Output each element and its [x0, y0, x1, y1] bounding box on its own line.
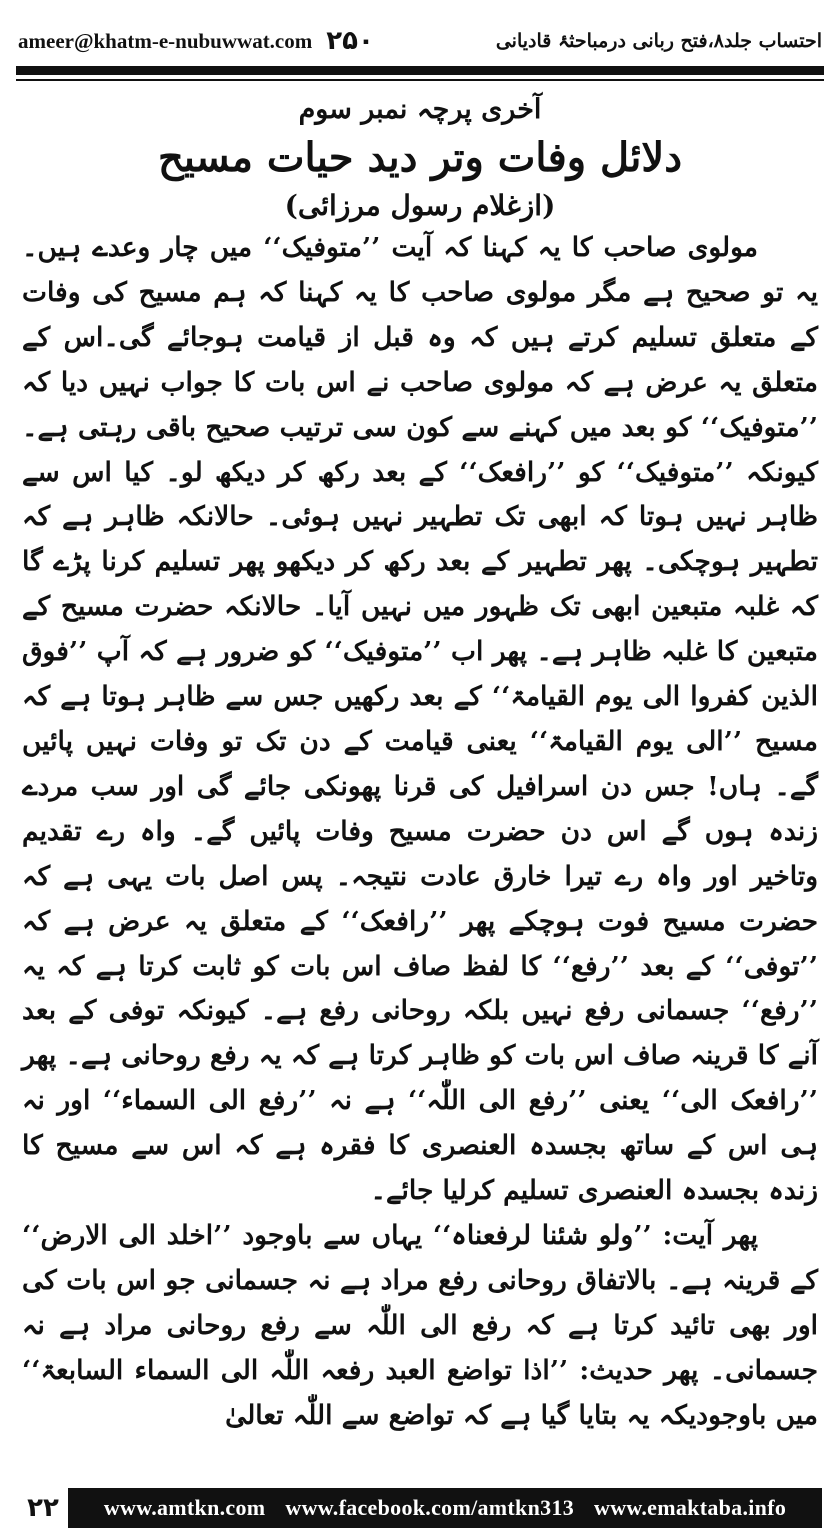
footer-link-emaktaba[interactable]: www.emaktaba.info	[594, 1495, 787, 1520]
footer-link-amtkn[interactable]: www.amtkn.com	[103, 1495, 266, 1520]
header-book-title: احتساب جلد۸،فتح ربانی درمباحثۂ قادیانی	[495, 30, 822, 52]
body-text	[22, 226, 818, 1438]
header-left	[18, 26, 374, 56]
page-footer	[18, 1488, 822, 1528]
header-rule-thin	[16, 79, 824, 81]
footer-page-number: ۲۲	[18, 1488, 68, 1528]
header-rule-thick	[16, 66, 824, 75]
paragraph-1: مولوی صاحب کا یہ کہنا کہ آیت ’’متوفیک‘‘ میں چار وعدے ہیں۔ یہ تو صحیح ہے مگر مولوی صاحب کا یہ کہنا کہ ہم مسیح کی وفات کے متعلق تسلیم کرتے ہیں کہ وہ قبل از قیامت ہوجائے گی۔اس کے متعلق یہ عرض ہے کہ مولوی صاحب نے اس بات کا جواب نہیں دیا کہ ’’متوفیک‘‘ کو بعد میں کہنے سے کون سی ترتیب صحیح باقی رہتی ہے۔ کیونکہ ’’متوفیک‘‘ کو ’’رافعک‘‘ کے بعد رکھ کر دیکھ لو۔ کیا اس سے ظاہر نہیں ہوتا کہ ابھی تک تطہیر نہیں ہوئی۔ حالانکہ ظاہر ہے کہ تطہیر ہوچکی۔ پھر تطہیر کے بعد رکھ کر دیکھو پھر تسلیم کرنا پڑے گا کہ غلبہ متبعین ابھی تک ظہور میں نہیں آیا۔ حالانکہ حضرت مسیح کے متبعین کا غلبہ ظاہر ہے۔ پھر اب ’’متوفیک‘‘ کو ضرور ہے کہ آپ ’’فوق الذین کفروا الی یوم القیامۃ‘‘ کے بعد رکھیں جس سے ظاہر ہوتا ہے کہ مسیح ’’الی یوم القیامۃ‘‘ یعنی قیامت کے دن تک تو وفات نہیں پائیں گے۔ ہاں! جس دن اسرافیل کی قرنا پھونکی جائے گی اور سب مردے زندہ ہوں گے اس دن حضرت مسیح وفات پائیں گے۔ واہ رے تقدیم وتاخیر اور واہ رے تیرا خارق عادت نتیجہ۔ پس اصل بات یہی ہے کہ حضرت مسیح فوت ہوچکے پھر ’’رافعک‘‘ کے متعلق یہ عرض ہے کہ ’’توفی‘‘ کے بعد ’’رفع‘‘ کا لفظ صاف اس بات کو ثابت کرتا ہے کہ یہ ’’رفع‘‘ جسمانی رفع نہیں بلکہ روحانی رفع ہے۔ کیونکہ توفی کے بعد آنے کا قرینہ صاف اس بات کو ظاہر کرتا ہے کہ یہ رفع روحانی ہے۔ پھر ’’رافعک الی‘‘ یعنی ’’رفع الی اللّٰہ‘‘ ہے نہ ’’رفع الی السماء‘‘ اور نہ ہی اس کے ساتھ بجسدہ العنصری کا فقرہ ہے کہ اس سے مسیح کا زندہ بجسدہ العنصری تسلیم کرلیا جائے۔	[22, 232, 818, 1207]
footer-links-bar	[68, 1488, 822, 1528]
header-page-number: ۲۵۰	[326, 26, 374, 56]
footer-link-facebook[interactable]: www.facebook.com/amtkn313	[285, 1495, 575, 1520]
author-line: (ازغلام رسول مرزائی)	[284, 189, 556, 222]
paragraph-2: پھر آیت: ’’ولو شئنا لرفعناہ‘‘ یہاں سے باوجود ’’اخلد الی الارض‘‘ کے قرینہ ہے۔ بالاتفاق روحانی رفع مراد ہے نہ جسمانی جو اس بات کی اور بھی تائید کرتا ہے کہ رفع الی اللّٰہ سے رفع روحانی مراد ہے نہ جسمانی۔ پھر حدیث: ’’اذا تواضع العبد رفعہ اللّٰہ الی السماء السابعۃ‘‘ میں باوجودیکہ یہ بتایا گیا ہے کہ تواضع سے اللّٰہ تعالیٰ	[22, 1219, 818, 1431]
page-header	[18, 18, 822, 64]
page-content	[22, 88, 818, 1438]
section-title: آخری پرچہ نمبر سوم	[298, 94, 542, 125]
main-heading: دلائل وفات وتر دید حیات مسیح	[157, 134, 683, 181]
header-email[interactable]: ameer@khatm-e-nubuwwat.com	[18, 28, 313, 53]
